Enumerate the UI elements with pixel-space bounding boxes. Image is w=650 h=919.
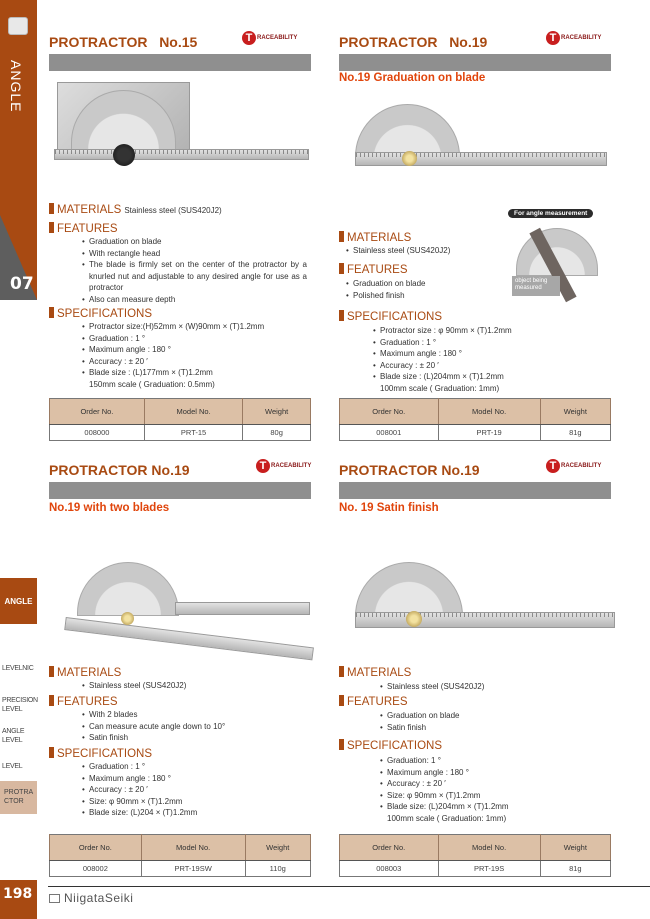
title-bar <box>49 482 311 499</box>
features-list <box>82 236 307 305</box>
blade <box>355 612 615 628</box>
blade <box>54 149 309 160</box>
spec-item: • Blade size : (L)177mm × (T)1.2mm 150mm scale ( Graduation: 0.5mm) <box>82 367 222 390</box>
nav-item-levelnic[interactable]: LEVELNIC <box>2 665 34 672</box>
spec-item: • Accuracy : ± 20 ′ <box>82 356 310 368</box>
spec-item: • Protractor size : φ 90mm × (T)1.2mm <box>373 325 603 337</box>
specifications-heading: SPECIFICATIONS <box>339 739 442 752</box>
order-table: Order No. Model No. Weight 008002 PRT-19SW 110g <box>49 834 311 877</box>
feature-item: • Graduation on blade <box>346 278 516 290</box>
title-bar <box>49 54 311 71</box>
brand-logo <box>49 891 133 905</box>
spec-item: • Graduation : 1 ° <box>373 337 603 349</box>
product-title: PROTRACTOR No.19 <box>339 462 480 478</box>
traceability-badge: T RACEABILITY <box>546 459 601 473</box>
blade-nut <box>121 612 134 625</box>
blade-upper <box>175 602 310 615</box>
specifications-heading: SPECIFICATIONS <box>49 747 152 760</box>
blade <box>355 152 607 166</box>
spec-item: • Size: φ 90mm × (T)1.2mm <box>82 796 307 808</box>
protractor-dial <box>77 562 179 616</box>
specifications-list <box>373 325 603 394</box>
spec-item: • Maximum angle : 180 ° <box>82 773 307 785</box>
product-prt-19s <box>339 462 601 882</box>
materials-heading: MATERIALS Stainless steel (SUS420J2) <box>49 203 222 216</box>
angle-measurement-badge: For angle measurement <box>508 209 593 218</box>
traceability-icon: T <box>256 459 270 473</box>
product-title: PROTRACTOR No.19 <box>49 462 190 478</box>
specifications-heading: SPECIFICATIONS <box>49 307 152 320</box>
traceability-badge: T RACEABILITY <box>256 459 311 473</box>
nav-item-protractor[interactable]: PROTRA CTOR <box>0 781 37 814</box>
spec-item: • Maximum angle : 180 ° <box>373 348 603 360</box>
nav-item-angle[interactable]: ANGLE <box>0 578 37 624</box>
feature-item: • With 2 blades <box>82 709 307 721</box>
product-photo <box>355 104 615 174</box>
features-heading: FEATURES <box>339 695 408 708</box>
spec-item: • Graduation : 1 ° <box>82 333 310 345</box>
materials-heading: MATERIALS <box>49 666 121 679</box>
spec-item: • Graduation: 1 ° <box>380 755 580 767</box>
product-photo <box>355 562 617 642</box>
brand-mark-icon <box>49 894 60 903</box>
materials-heading: MATERIALS <box>339 231 411 244</box>
specifications-heading: SPECIFICATIONS <box>339 310 442 323</box>
spec-item: • Blade size : (L)204mm × (T)1.2mm 100mm scale ( Graduation: 1mm) <box>373 371 523 394</box>
table-row: 008003 PRT-19S 81g <box>340 861 611 877</box>
title-bar <box>339 482 611 499</box>
features-heading: FEATURES <box>49 695 118 708</box>
spec-item: • Size: φ 90mm × (T)1.2mm <box>380 790 580 802</box>
materials-list: • Stainless steel (SUS420J2) <box>82 680 282 692</box>
feature-item: • Can measure acute angle down to 10° <box>82 721 307 733</box>
features-heading: FEATURES <box>49 222 118 235</box>
product-subtitle: No. 19 Satin finish <box>339 502 439 514</box>
spec-item: • Maximum angle : 180 ° <box>380 767 580 779</box>
brand-name: NiigataSeiki <box>64 891 134 905</box>
feature-item: • Satin finish <box>380 722 580 734</box>
features-list <box>82 709 307 744</box>
materials-list: • Stainless steel (SUS420J2) <box>346 245 516 257</box>
specifications-list <box>82 321 310 390</box>
traceability-badge: T RACEABILITY <box>546 31 601 45</box>
protractor-dial <box>355 562 463 617</box>
materials-heading: MATERIALS <box>339 666 411 679</box>
feature-item: • Satin finish <box>82 732 307 744</box>
order-table: Order No. Model No. Weight 008001 PRT-19 81g <box>339 398 611 441</box>
blade-lower <box>64 617 314 660</box>
product-title: PROTRACTOR No.19 <box>339 34 488 50</box>
product-prt-19sw <box>49 462 311 882</box>
features-heading: FEATURES <box>339 263 408 276</box>
spec-item: • Accuracy : ± 20 ′ <box>373 360 603 372</box>
product-photo <box>57 82 317 172</box>
chapter-number: 07 <box>10 274 34 294</box>
feature-item: • Polished finish <box>346 290 516 302</box>
knurled-nut <box>113 144 135 166</box>
features-list <box>346 278 516 301</box>
feature-item: • The blade is firmly set on the center of the protractor by a knurled nut and adjustable to any desired angle for use as a protractor <box>82 259 307 294</box>
product-title: PROTRACTOR No.15 <box>49 34 198 50</box>
chapter-title: ANGLE <box>8 60 24 113</box>
footer-divider <box>48 886 650 887</box>
table-row: 008002 PRT-19SW 110g <box>50 861 311 877</box>
feature-item: • With rectangle head <box>82 248 307 260</box>
product-subtitle: No.19 Graduation on blade <box>339 72 486 84</box>
spec-item: • Protractor size:(H)52mm × (W)90mm × (T)1.2mm <box>82 321 310 333</box>
materials-value: Stainless steel (SUS420J2) <box>124 206 222 215</box>
order-table: Order No. Model No. Weight 008000 PRT-15 80g <box>49 398 311 441</box>
nav-item-level[interactable]: LEVEL <box>2 763 23 770</box>
spec-item: • Blade size: (L)204 × (T)1.2mm <box>82 807 307 819</box>
feature-item: • Graduation on blade <box>82 236 307 248</box>
feature-item: • Also can measure depth <box>82 294 307 306</box>
blade-nut <box>402 151 417 166</box>
spec-item: • Accuracy : ± 20 ′ <box>82 784 307 796</box>
level-tool-icon <box>8 17 28 35</box>
spec-item: • Blade size: (L)204mm × (T)1.2mm 100mm scale ( Graduation: 1mm) <box>380 801 535 824</box>
spec-item: • Accuracy : ± 20 ′ <box>380 778 580 790</box>
table-row: 008001 PRT-19 81g <box>340 425 611 441</box>
traceability-icon: T <box>546 459 560 473</box>
traceability-badge: T RACEABILITY <box>242 31 297 45</box>
chapter-band <box>0 0 37 300</box>
product-subtitle: No.19 with two blades <box>49 502 170 514</box>
traceability-icon: T <box>242 31 256 45</box>
table-row: 008000 PRT-15 80g <box>50 425 311 441</box>
page-number: 198 <box>0 880 37 919</box>
features-list <box>380 710 580 733</box>
inset-caption: object being measured <box>512 276 560 296</box>
materials-list: • Stainless steel (SUS420J2) <box>380 681 580 693</box>
order-table: Order No. Model No. Weight 008003 PRT-19S 81g <box>339 834 611 877</box>
nav-item-angle-level[interactable]: ANGLE LEVEL <box>2 728 25 744</box>
specifications-list <box>380 755 580 824</box>
product-photo <box>65 562 315 657</box>
spec-item: • Maximum angle : 180 ° <box>82 344 310 356</box>
product-prt-15 <box>49 34 311 444</box>
spec-item: • Graduation : 1 ° <box>82 761 307 773</box>
specifications-list <box>82 761 307 819</box>
nav-item-precision-level[interactable]: PRECISION LEVEL <box>2 697 38 713</box>
blade-nut <box>406 611 422 627</box>
traceability-icon: T <box>546 31 560 45</box>
feature-item: • Graduation on blade <box>380 710 580 722</box>
title-bar <box>339 54 611 71</box>
